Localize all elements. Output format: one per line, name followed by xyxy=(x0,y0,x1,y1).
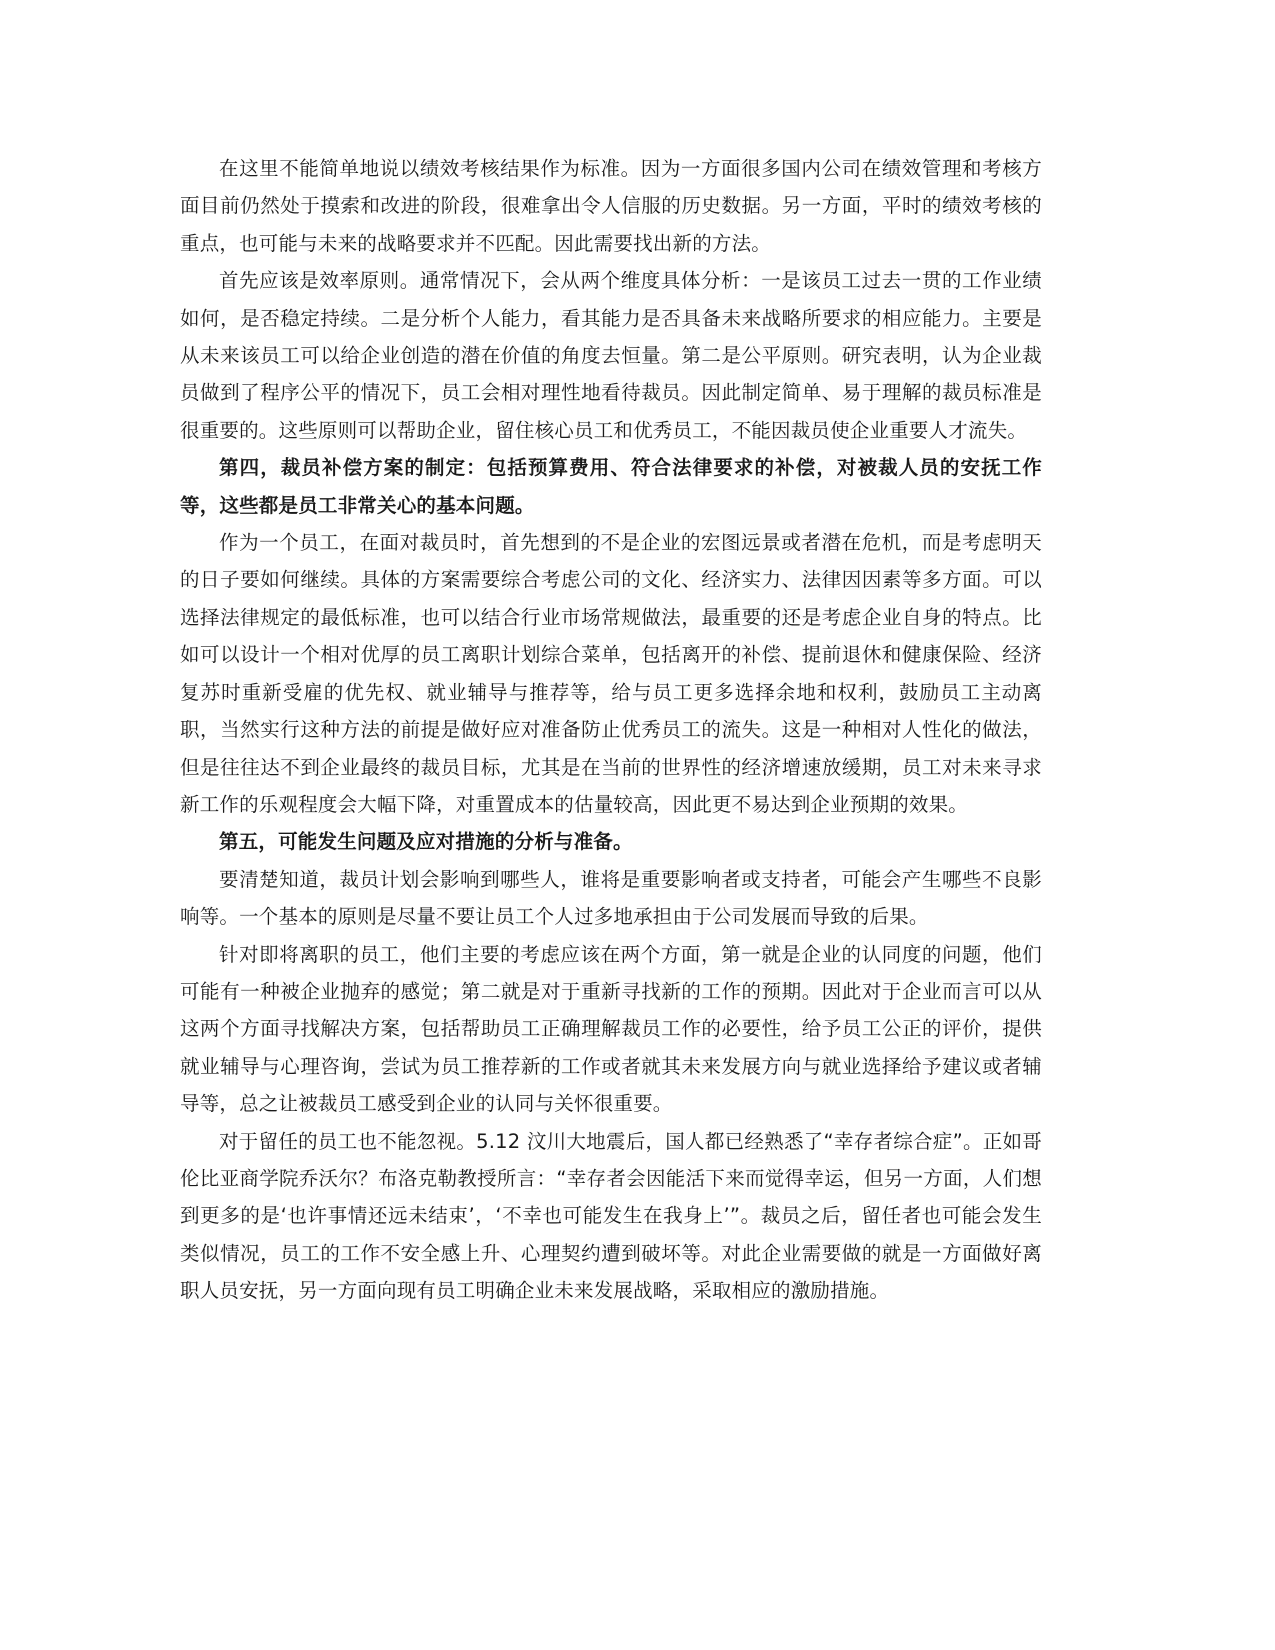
paragraph-efficiency-principle: 首先应该是效率原则。通常情况下，会从两个维度具体分析：一是该员工过去一贯的工作业绩如何，是否稳定持续。二是分析个人能力，看其能力是否具备未来战略所要求的相应能力。主要是从未来该员工可以给企业创造的潜在价值的角度去恒量。第二是公平原则。研究表明，认为企业裁员做到了程序公平的情况下，员工会相对理性地看待裁员。因此制定简单、易于理解的裁员标准是很重要的。这些原则可以帮助企业，留住核心员工和优秀员工，不能因裁员使企业重要人才流失。 xyxy=(180,269,1042,442)
heading-compensation-plan: 第四，裁员补偿方案的制定：包括预算费用、符合法律要求的补偿，对被裁人员的安抚工作等，这些都是员工非常关心的基本问题。 xyxy=(180,456,1042,517)
paragraph-impact-awareness: 要清楚知道，裁员计划会影响到哪些人，谁将是重要影响者或支持者，可能会产生哪些不良影响等。一个基本的原则是尽量不要让员工个人过多地承担由于公司发展而导致的后果。 xyxy=(180,867,1042,929)
paragraph-compensation-details: 作为一个员工，在面对裁员时，首先想到的不是企业的宏图远景或者潜在危机，而是考虑明天的日子要如何继续。具体的方案需要综合考虑公司的文化、经济实力、法律因因素等多方面。可以选择法律规定的最低标准，也可以结合行业市场常规做法，最重要的还是考虑企业自身的特点。比如可以设计一个相对优厚的员工离职计划综合菜单，包括离开的补偿、提前退休和健康保险、经济复苏时重新受雇的优先权、就业辅导与推荐等，给与员工更多选择余地和权利，鼓励员工主动离职，当然实行这种方法的前提是做好应对准备防止优秀员工的流失。这是一种相对人性化的做法，但是往往达不到企业最终的裁员目标，尤其是在当前的世界性的经济增速放缓期，员工对未来寻求新工作的乐观程度会大幅下降，对重置成本的估量较高，因此更不易达到企业预期的效果。 xyxy=(180,531,1042,816)
document-body xyxy=(180,150,1042,1310)
paragraph-retained-employees: 对于留任的员工也不能忽视。5.12 汶川大地震后，国人都已经熟悉了“幸存者综合症”。正如哥伦比亚商学院乔沃尔？布洛克勒教授所言：“幸存者会因能活下来而觉得幸运，但另一方面，人们想到更多的是‘也许事情还远未结束’，‘不幸也可能发生在我身上’”。裁员之后，留任者也可能会发生类似情况，员工的工作不安全感上升、心理契约遭到破坏等。对此企业需要做的就是一方面做好离职人员安抚，另一方面向现有员工明确企业未来发展战略，采取相应的激励措施。 xyxy=(180,1129,1042,1303)
paragraph-performance-standard: 在这里不能简单地说以绩效考核结果作为标准。因为一方面很多国内公司在绩效管理和考核方面目前仍然处于摸索和改进的阶段，很难拿出令人信服的历史数据。另一方面，平时的绩效考核的重点，也可能与未来的战略要求并不匹配。因此需要找出新的方法。 xyxy=(180,157,1042,255)
paragraph-departing-employees: 针对即将离职的员工，他们主要的考虑应该在两个方面，第一就是企业的认同度的问题，他们可能有一种被企业抛弃的感觉；第二就是对于重新寻找新的工作的预期。因此对于企业而言可以从这两个方面寻找解决方案，包括帮助员工正确理解裁员工作的必要性，给予员工公正的评价，提供就业辅导与心理咨询，尝试为员工推荐新的工作或者就其未来发展方向与就业选择给予建议或者辅导等，总之让被裁员工感受到企业的认同与关怀很重要。 xyxy=(180,942,1042,1116)
heading-problem-analysis: 第五，可能发生问题及应对措施的分析与准备。 xyxy=(219,830,633,854)
